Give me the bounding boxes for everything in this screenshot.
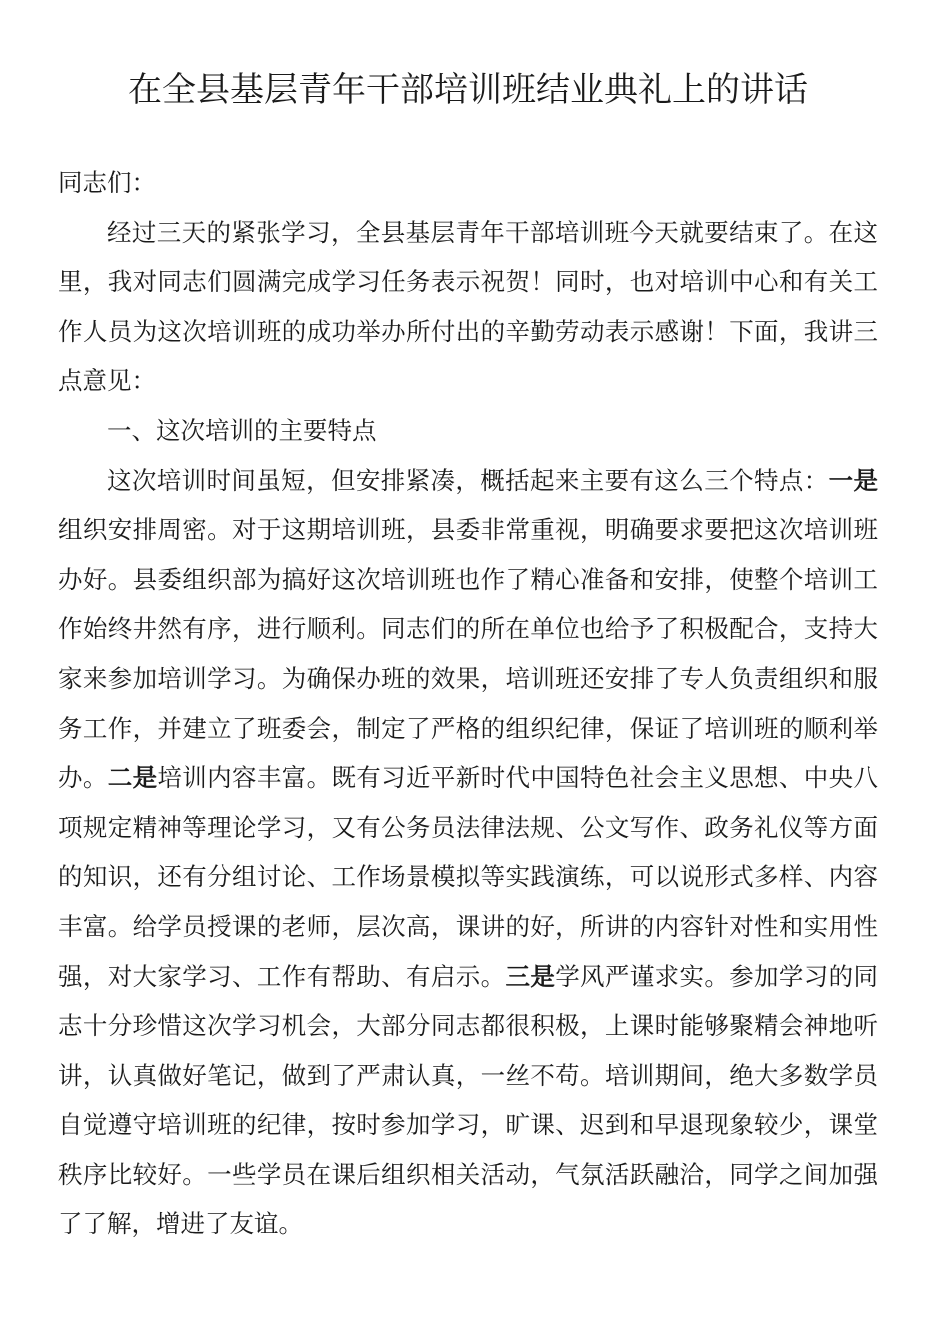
document-title: 在全县基层青年干部培训班结业典礼上的讲话 <box>128 70 808 110</box>
point-3-label: 三是 <box>505 961 556 991</box>
point-1-label: 一是 <box>828 465 879 495</box>
point-2-text: 培训内容丰富。既有习近平新时代中国特色社会主义思想、中央八项规定精神等理论学习，又有公务员法律法规、公文写作、政务礼仪等方面的知识，还有分组讨论、工作场景模拟等实践演练，可以说形式多样、内容丰富。给学员授课的老师，层次高，课讲的好，所讲的内容针对性和实用性强，对大家学习、工作有帮助、有启示。 <box>58 763 878 991</box>
section-heading-1: 一、这次培训的主要特点 <box>107 415 377 445</box>
point-1-text: 组织安排周密。对于这期培训班，县委非常重视，明确要求要把这次培训班办好。县委组织部为搞好这次培训班也作了精心准备和安排，使整个培训工作始终井然有序，进行顺利。同志们的所在单位也给予了积极配合，支持大家来参加培训学习。为确保办班的效果，培训班还安排了专人负责组织和服务工作，并建立了班委会，制定了严格的组织纪律，保证了培训班的顺利举办。 <box>58 515 878 793</box>
intro-paragraph: 经过三天的紧张学习，全县基层青年干部培训班今天就要结束了。在这里，我对同志们圆满完成学习任务表示祝贺！同时，也对培训中心和有关工作人员为这次培训班的成功举办所付出的辛勤劳动表示感谢！下面，我讲三点意见： <box>58 217 878 396</box>
point-2-label: 二是 <box>107 763 158 793</box>
document-page <box>58 60 878 1249</box>
salutation: 同志们： <box>58 168 156 197</box>
section-1-lead: 这次培训时间虽短，但安排紧凑，概括起来主要有这么三个特点： <box>107 465 829 495</box>
section-1-paragraph <box>58 456 878 1250</box>
point-3-text: 学风严谨求实。参加学习的同志十分珍惜这次学习机会，大部分同志都很积极，上课时能够聚精会神地听讲，认真做好笔记，做到了严肃认真，一丝不苟。培训期间，绝大多数学员自觉遵守培训班的纪律，按时参加学习，旷课、迟到和早退现象较少，课堂秩序比较好。一些学员在课后组织相关活动，气氛活跃融洽，同学之间加强了了解，增进了友谊。 <box>58 961 878 1239</box>
